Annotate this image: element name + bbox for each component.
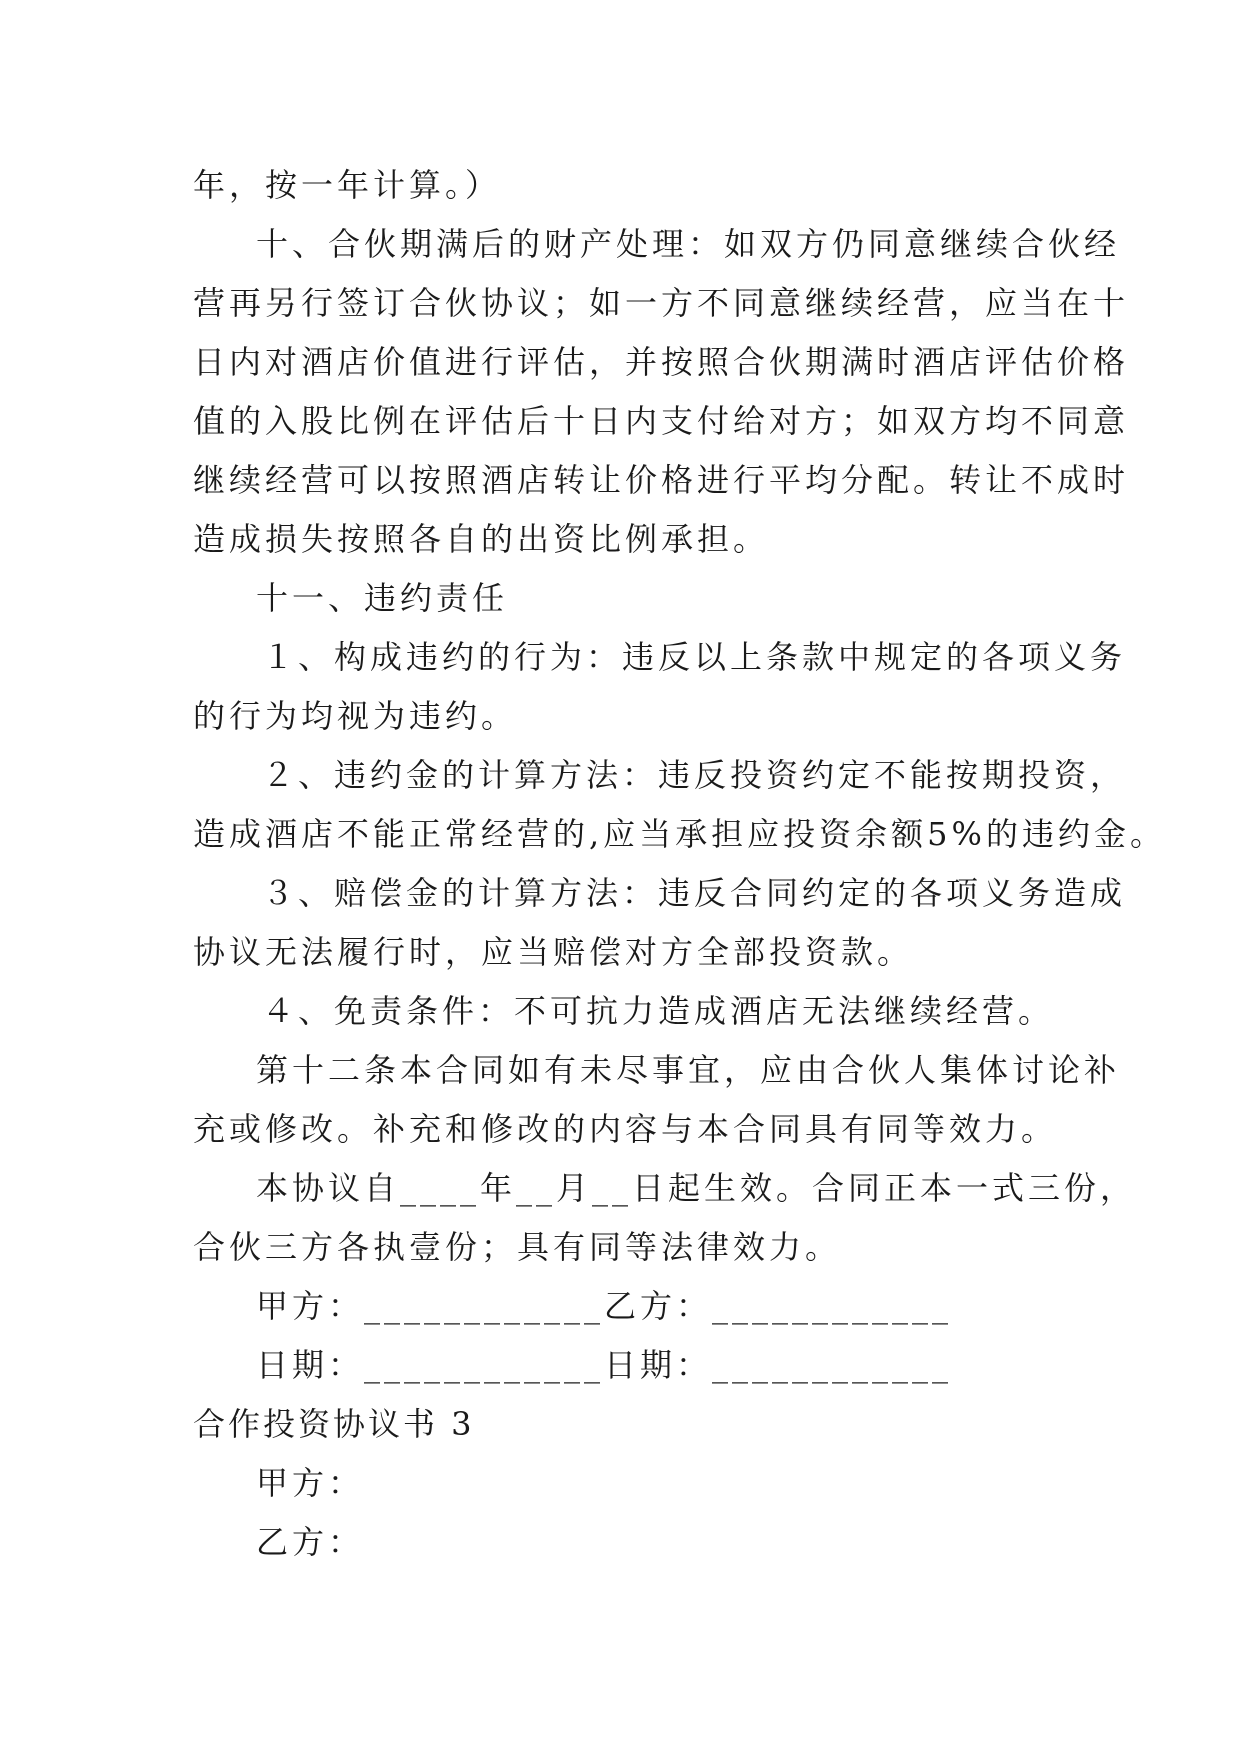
body-text-line: 继续经营可以按照酒店转让价格进行平均分配。转让不成时 [193,461,1130,499]
body-text-line: 造成损失按照各自的出资比例承担。 [193,520,770,558]
body-text-line: 协议无法履行时，应当赔偿对方全部投资款。 [193,933,914,971]
section-title: 合作投资协议书 3 [193,1405,475,1443]
body-text-line: 营再另行签订合伙协议；如一方不同意继续经营，应当在十 [193,284,1130,322]
item-four-line: ４、免责条件：不可抗力造成酒店无法继续经营。 [262,992,1055,1030]
body-text-line: 合伙三方各执壹份；具有同等法律效力。 [193,1228,842,1266]
body-text-line: 值的入股比例在评估后十日内支付给对方；如双方均不同意 [193,402,1130,440]
party-a-label: 甲方： [256,1464,365,1502]
signature-date-line: 日期：____________日期：____________ [256,1346,953,1384]
effective-date-line: 本协议自____年__月__日起生效。合同正本一式三份， [256,1169,1137,1207]
body-text-line: 的行为均视为违约。 [193,697,518,735]
item-three-first-line: ３、赔偿金的计算方法：违反合同约定的各项义务造成 [262,874,1127,912]
body-text-line: 造成酒店不能正常经营的,应当承担应投资余额5%的违约金。 [193,815,1166,853]
body-text-line: 充或修改。补充和修改的内容与本合同具有同等效力。 [193,1110,1058,1148]
clause-eleven-heading: 十一、违约责任 [256,579,509,617]
article-twelve-first-line: 第十二条本合同如有未尽事宜，应由合伙人集体讨论补 [256,1051,1121,1089]
item-two-first-line: ２、违约金的计算方法：违反投资约定不能按期投资， [262,756,1127,794]
item-one-first-line: １、构成违约的行为：违反以上条款中规定的各项义务 [262,638,1127,676]
body-text-line: 日内对酒店价值进行评估，并按照合伙期满时酒店评估价格 [193,343,1130,381]
signature-party-line: 甲方：____________乙方：____________ [256,1287,953,1325]
body-text-line: 年，按一年计算。） [193,166,502,204]
clause-ten-first-line: 十、合伙期满后的财产处理：如双方仍同意继续合伙经 [256,225,1121,263]
party-b-label: 乙方： [256,1523,365,1561]
